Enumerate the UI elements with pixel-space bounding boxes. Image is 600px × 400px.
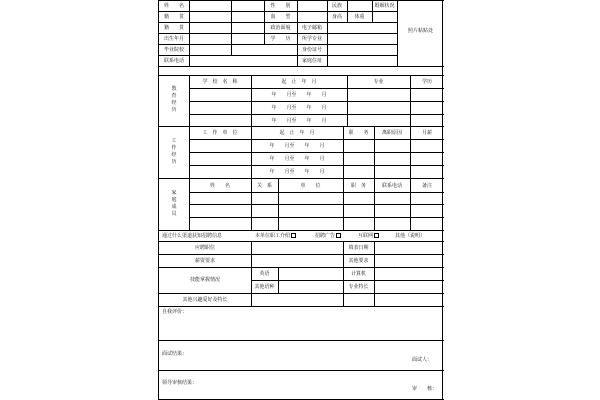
degree-label: 学 历 <box>270 36 291 42</box>
id-label: 身份证号 <box>301 47 322 53</box>
work-period-row: 年 月至 年 月 <box>269 156 325 162</box>
rule <box>159 340 444 341</box>
email-label: 电子邮箱 <box>301 25 322 31</box>
rule <box>278 267 279 293</box>
edu-period-row: 年 月至 年 月 <box>271 118 327 124</box>
checkbox[interactable] <box>291 233 296 238</box>
edu-period-row: 年 月至 年 月 <box>271 105 327 111</box>
rule <box>327 0 328 66</box>
source-other: 其他（说明） <box>395 233 426 239</box>
other-req-label: 其他要求 <box>348 258 369 264</box>
rule <box>159 44 397 45</box>
position-label: 应聘职位 <box>194 245 215 251</box>
phone-label: 联系电话 <box>163 58 184 64</box>
birthdate-label: 出生年月 <box>163 36 184 42</box>
work-section-label: 工 作 经 历 <box>171 138 177 165</box>
family-section-label: 家 庭 成 员 <box>171 190 177 217</box>
application-form <box>158 0 443 400</box>
english-label: 英语 <box>259 271 270 277</box>
specialty-label: 专业特长 <box>348 284 369 290</box>
address-label: 家庭住址 <box>301 58 322 64</box>
rule <box>231 0 232 44</box>
rule <box>159 241 444 242</box>
rule <box>159 66 444 67</box>
rule <box>159 126 444 127</box>
approval-result-label: 领导审核结果： <box>162 380 198 386</box>
rule <box>189 192 444 193</box>
ethnicity-label: 民族 <box>331 3 342 9</box>
rule <box>159 33 397 34</box>
family-header-name: 姓 名 <box>209 183 230 189</box>
edu-header-major: 专业 <box>373 79 384 85</box>
rule <box>297 0 298 66</box>
rule <box>189 0 190 66</box>
photo-area[interactable] <box>397 0 444 66</box>
source-option-ad[interactable]: 招聘广告 <box>315 233 341 239</box>
rule <box>159 230 444 231</box>
computer-label: 计算机 <box>350 271 366 277</box>
family-header-relation: 关 系 <box>256 183 272 189</box>
rule <box>189 204 444 205</box>
rule <box>189 165 444 166</box>
skills-label: 技能掌握情况 <box>189 277 220 283</box>
interviewer-label: 面试人： <box>412 357 433 363</box>
photo-label: 照片粘贴处 <box>407 28 433 34</box>
edu-header-period: 起 止 年 月 <box>281 79 317 85</box>
rule <box>159 11 397 12</box>
salary-label: 薪资要求 <box>194 258 215 264</box>
rule <box>159 55 397 56</box>
blood-label: 血 型 <box>270 14 291 20</box>
school-label: 毕业院校 <box>163 47 184 53</box>
checkbox[interactable] <box>336 233 341 238</box>
rule <box>189 75 190 230</box>
education-section-label: 教 育 经 历 <box>171 86 177 113</box>
rule <box>374 241 375 306</box>
work-header-salary: 月薪 <box>421 130 432 136</box>
major-label: 所学专业 <box>301 36 322 42</box>
rule <box>159 22 397 23</box>
height-label: 身高 <box>331 14 342 20</box>
name-label: 姓 名 <box>163 3 184 9</box>
rule <box>189 88 444 89</box>
hometown-label: 籍 贯 <box>163 25 184 31</box>
rule <box>189 217 444 218</box>
origin-label: 籍 贯 <box>163 14 184 20</box>
family-header-employer: 单 位 <box>300 183 321 189</box>
rule <box>159 75 444 76</box>
rule <box>159 370 444 371</box>
work-header-period: 起 止 年 月 <box>279 130 315 136</box>
rule <box>231 44 232 55</box>
rule <box>159 254 444 255</box>
weight-label: 体重 <box>354 14 365 20</box>
work-header-reason: 离职原因 <box>381 130 402 136</box>
edu-header-school: 学 校 名 称 <box>202 79 238 85</box>
rule <box>159 306 444 307</box>
self-eval-label: 自我评价： <box>162 309 188 315</box>
approver-label: 审 核： <box>412 386 438 392</box>
edu-header-degree: 学历 <box>421 79 432 85</box>
edu-period-row: 年 月至 年 月 <box>271 92 327 98</box>
source-option-referral[interactable]: 本单位职工介绍 <box>255 233 296 239</box>
interview-result-label: 面试结果： <box>162 351 188 357</box>
work-period-row: 年 月至 年 月 <box>269 143 325 149</box>
work-header-title: 职 务 <box>348 130 369 136</box>
report-date-label: 填表日期 <box>348 245 369 251</box>
rule <box>189 114 444 115</box>
work-period-row: 年 月至 年 月 <box>269 169 325 175</box>
marital-label: 婚姻状况 <box>374 3 395 9</box>
rule <box>189 101 444 102</box>
work-header-company: 工 作 单 位 <box>202 130 238 136</box>
other-lang-label: 其他语种 <box>254 284 275 290</box>
rule <box>189 139 444 140</box>
source-label: 通过什么渠道获知招聘信息 <box>162 233 223 239</box>
family-header-note: 备注 <box>421 183 432 189</box>
rule <box>159 293 444 294</box>
hobbies-label: 其他兴趣爱好及特长 <box>182 297 228 303</box>
family-header-title: 职 务 <box>350 183 366 189</box>
rule <box>159 267 444 268</box>
family-header-phone: 联系电话 <box>381 183 402 189</box>
political-label: 政治面貌 <box>270 25 291 31</box>
checkbox[interactable] <box>374 233 379 238</box>
rule <box>159 178 444 179</box>
source-option-internet[interactable]: 互联网 <box>358 233 379 239</box>
rule <box>189 152 444 153</box>
gender-label: 性 别 <box>270 3 291 9</box>
rule <box>251 280 444 281</box>
